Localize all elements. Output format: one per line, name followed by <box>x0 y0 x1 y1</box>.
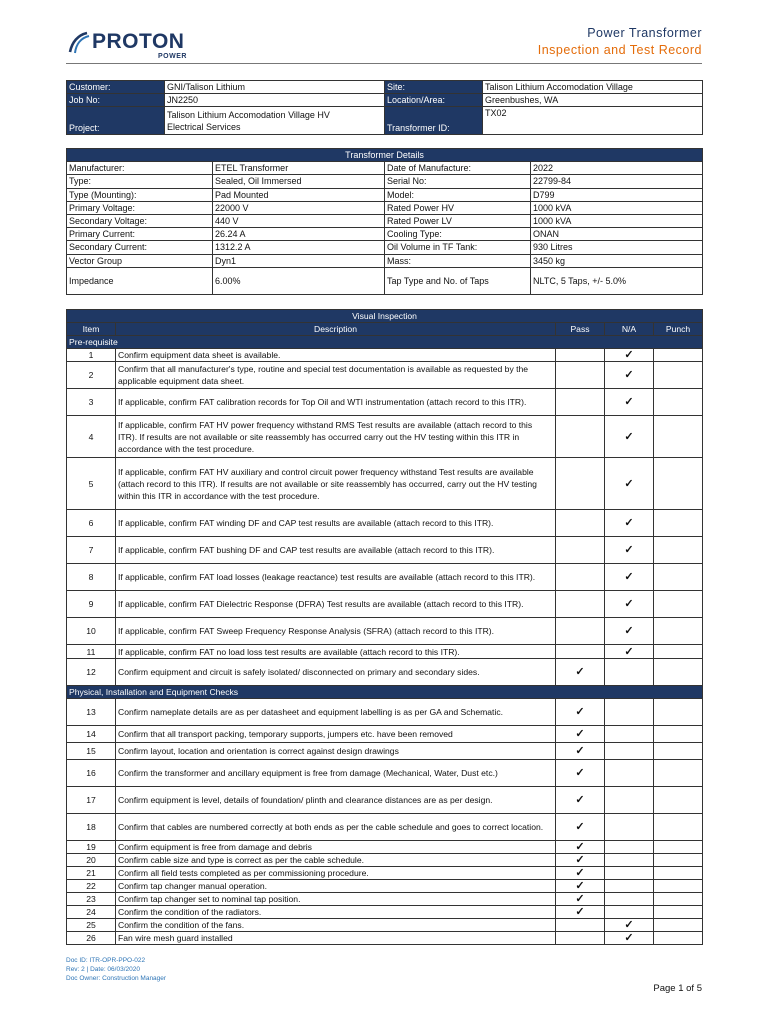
punch-cell[interactable] <box>654 645 703 659</box>
punch-cell[interactable] <box>654 867 703 880</box>
pass-cell[interactable] <box>556 760 605 787</box>
detail-value: 1312.2 A <box>213 241 385 254</box>
checkmark-icon: ✓ <box>624 625 634 637</box>
section-title: Physical, Installation and Equipment Checks <box>67 686 703 699</box>
item-description: Confirm equipment is free from damage and debris <box>116 841 556 854</box>
item-number: 16 <box>67 760 116 787</box>
customer-label: Customer: <box>67 81 165 94</box>
checkmark-icon: ✓ <box>624 919 634 931</box>
inspection-row <box>67 854 703 867</box>
detail-value: Dyn1 <box>213 254 385 267</box>
pass-cell[interactable] <box>556 814 605 841</box>
pass-cell[interactable] <box>556 458 605 510</box>
checkmark-icon: ✓ <box>624 477 634 490</box>
detail-value: ETEL Transformer <box>213 162 385 175</box>
logo-subtext: POWER <box>158 53 187 60</box>
na-cell[interactable] <box>605 458 654 510</box>
detail-value: 930 Litres <box>531 241 703 254</box>
detail-label: Oil Volume in TF Tank: <box>385 241 531 254</box>
detail-value: 22000 V <box>213 201 385 214</box>
pass-cell[interactable] <box>556 787 605 814</box>
item-number: 24 <box>67 906 116 919</box>
item-number: 2 <box>67 362 116 389</box>
transformer-details-heading: Transformer Details <box>67 149 703 162</box>
inspection-row <box>67 932 703 945</box>
item-description: Confirm that all transport packing, temporary supports, jumpers etc. have been removed <box>116 726 556 743</box>
item-description: Confirm that all manufacturer's type, routine and special test documentation is available as requested by the applicable equipment data sheet. <box>116 362 556 389</box>
checkmark-icon: ✓ <box>575 794 585 806</box>
na-cell[interactable] <box>605 743 654 760</box>
detail-label: Type: <box>67 175 213 188</box>
checkmark-icon: ✓ <box>624 544 634 556</box>
item-number: 23 <box>67 893 116 906</box>
punch-cell[interactable] <box>654 591 703 618</box>
pass-cell[interactable] <box>556 416 605 458</box>
detail-label: Model: <box>385 188 531 201</box>
item-number: 1 <box>67 349 116 362</box>
inspection-row <box>67 814 703 841</box>
checkmark-icon: ✓ <box>624 932 634 944</box>
inspection-row <box>67 416 703 458</box>
item-description: If applicable, confirm FAT calibration records for Top Oil and WTI instrumentation (attach record to this ITR). <box>116 389 556 416</box>
inspection-row <box>67 659 703 686</box>
pass-cell[interactable] <box>556 564 605 591</box>
inspection-row <box>67 591 703 618</box>
pass-cell[interactable] <box>556 867 605 880</box>
inspection-row <box>67 841 703 854</box>
na-cell[interactable] <box>605 659 654 686</box>
item-number: 25 <box>67 919 116 932</box>
item-description: Fan wire mesh guard installed <box>116 932 556 945</box>
inspection-row <box>67 389 703 416</box>
item-number: 17 <box>67 787 116 814</box>
item-description: If applicable, confirm FAT load losses (leakage reactance) test results are available (attach record to this ITR). <box>116 564 556 591</box>
punch-cell[interactable] <box>654 787 703 814</box>
section-header-row <box>67 336 703 349</box>
checkmark-icon: ✓ <box>575 666 585 678</box>
item-number: 8 <box>67 564 116 591</box>
detail-row <box>67 254 703 267</box>
pass-cell[interactable] <box>556 699 605 726</box>
pass-cell[interactable] <box>556 919 605 932</box>
visual-inspection-heading: Visual Inspection <box>67 310 703 323</box>
column-header-description: Description <box>116 323 556 336</box>
punch-cell[interactable] <box>654 618 703 645</box>
na-cell[interactable] <box>605 867 654 880</box>
detail-value: Pad Mounted <box>213 188 385 201</box>
na-cell[interactable] <box>605 618 654 645</box>
item-number: 11 <box>67 645 116 659</box>
item-number: 22 <box>67 880 116 893</box>
detail-row <box>67 241 703 254</box>
punch-cell[interactable] <box>654 814 703 841</box>
item-number: 12 <box>67 659 116 686</box>
na-cell[interactable] <box>605 919 654 932</box>
na-cell[interactable] <box>605 645 654 659</box>
inspection-row <box>67 880 703 893</box>
inspection-row <box>67 760 703 787</box>
pass-cell[interactable] <box>556 932 605 945</box>
detail-label: Primary Voltage: <box>67 201 213 214</box>
pass-cell[interactable] <box>556 645 605 659</box>
punch-cell[interactable] <box>654 893 703 906</box>
item-description: If applicable, confirm FAT winding DF and CAP test results are available (attach record to this ITR). <box>116 510 556 537</box>
na-cell[interactable] <box>605 726 654 743</box>
pass-cell[interactable] <box>556 618 605 645</box>
item-description: Confirm equipment and circuit is safely isolated/ disconnected on primary and secondary sides. <box>116 659 556 686</box>
detail-row <box>67 267 703 294</box>
punch-cell[interactable] <box>654 537 703 564</box>
job-value: JN2250 <box>165 94 385 107</box>
section-header-row <box>67 686 703 699</box>
item-description: If applicable, confirm FAT Sweep Frequency Response Analysis (SFRA) (attach record to this ITR). <box>116 618 556 645</box>
item-description: Confirm the transformer and ancillary equipment is free from damage (Mechanical, Water, Dust etc.) <box>116 760 556 787</box>
detail-label: Serial No: <box>385 175 531 188</box>
punch-cell[interactable] <box>654 919 703 932</box>
project-label: Project: <box>67 107 165 135</box>
detail-row <box>67 214 703 227</box>
location-label: Location/Area: <box>385 94 483 107</box>
detail-label: Secondary Voltage: <box>67 214 213 227</box>
detail-row <box>67 201 703 214</box>
pass-cell[interactable] <box>556 880 605 893</box>
pass-cell[interactable] <box>556 726 605 743</box>
na-cell[interactable] <box>605 841 654 854</box>
document-subtitle: Inspection and Test Record <box>537 43 702 57</box>
project-info-table <box>66 80 703 135</box>
punch-cell[interactable] <box>654 726 703 743</box>
job-label: Job No: <box>67 94 165 107</box>
checkmark-icon: ✓ <box>624 349 634 361</box>
punch-cell[interactable] <box>654 564 703 591</box>
item-description: Confirm cable size and type is correct as per the cable schedule. <box>116 854 556 867</box>
item-number: 3 <box>67 389 116 416</box>
proton-swoosh-icon <box>66 30 92 56</box>
column-header-pass: Pass <box>556 323 605 336</box>
na-cell[interactable] <box>605 699 654 726</box>
punch-cell[interactable] <box>654 880 703 893</box>
column-header-na: N/A <box>605 323 654 336</box>
na-cell[interactable] <box>605 787 654 814</box>
project-value-line2: Electrical Services <box>167 121 241 132</box>
visual-inspection-body <box>67 336 703 945</box>
item-number: 10 <box>67 618 116 645</box>
inspection-row <box>67 893 703 906</box>
na-cell[interactable] <box>605 906 654 919</box>
checkmark-icon: ✓ <box>575 867 585 879</box>
detail-row <box>67 188 703 201</box>
pass-cell[interactable] <box>556 362 605 389</box>
inspection-row <box>67 726 703 743</box>
section-title: Pre-requisite <box>67 336 703 349</box>
detail-label: Date of Manufacture: <box>385 162 531 175</box>
inspection-row <box>67 564 703 591</box>
punch-cell[interactable] <box>654 760 703 787</box>
pass-cell[interactable] <box>556 349 605 362</box>
inspection-row <box>67 906 703 919</box>
item-number: 15 <box>67 743 116 760</box>
site-label: Site: <box>385 81 483 94</box>
item-description: If applicable, confirm FAT no load loss test results are available (attach record to this ITR). <box>116 645 556 659</box>
item-description: Confirm equipment is level, details of foundation/ plinth and clearance distances are as per design. <box>116 787 556 814</box>
item-number: 18 <box>67 814 116 841</box>
detail-label: Rated Power HV <box>385 201 531 214</box>
detail-label: Tap Type and No. of Taps <box>385 267 531 294</box>
detail-value: D799 <box>531 188 703 201</box>
checkmark-icon: ✓ <box>575 841 585 853</box>
na-cell[interactable] <box>605 854 654 867</box>
inspection-row <box>67 458 703 510</box>
logo-wordmark: PROTON <box>92 30 185 53</box>
doc-owner: Doc Owner: Construction Manager <box>66 975 167 982</box>
document-title: Power Transformer <box>587 26 702 40</box>
item-number: 13 <box>67 699 116 726</box>
detail-label: Vector Group <box>67 254 213 267</box>
checkmark-icon: ✓ <box>624 571 634 583</box>
checkmark-icon: ✓ <box>624 396 634 408</box>
punch-cell[interactable] <box>654 349 703 362</box>
checkmark-icon: ✓ <box>624 645 634 658</box>
detail-label: Cooling Type: <box>385 228 531 241</box>
location-value: Greenbushes, WA <box>483 94 703 107</box>
pass-cell[interactable] <box>556 854 605 867</box>
item-number: 26 <box>67 932 116 945</box>
pass-cell[interactable] <box>556 906 605 919</box>
detail-value: 1000 kVA <box>531 201 703 214</box>
detail-value: 440 V <box>213 214 385 227</box>
item-description: Confirm the condition of the radiators. <box>116 906 556 919</box>
item-number: 14 <box>67 726 116 743</box>
item-description: If applicable, confirm FAT bushing DF and CAP test results are available (attach record to this ITR). <box>116 537 556 564</box>
item-description: Confirm the condition of the fans. <box>116 919 556 932</box>
item-number: 20 <box>67 854 116 867</box>
document-footer <box>66 956 166 983</box>
checkmark-icon: ✓ <box>575 893 585 905</box>
na-cell[interactable] <box>605 416 654 458</box>
detail-row <box>67 228 703 241</box>
transformer-details-body <box>67 162 703 295</box>
item-number: 4 <box>67 416 116 458</box>
item-description: Confirm layout, location and orientation is correct against design drawings <box>116 743 556 760</box>
detail-value: 2022 <box>531 162 703 175</box>
column-header-punch: Punch <box>654 323 703 336</box>
detail-value: 3450 kg <box>531 254 703 267</box>
item-description: Confirm equipment data sheet is available. <box>116 349 556 362</box>
punch-cell[interactable] <box>654 389 703 416</box>
checkmark-icon: ✓ <box>575 745 585 757</box>
pass-cell[interactable] <box>556 591 605 618</box>
checkmark-icon: ✓ <box>575 854 585 866</box>
detail-value: 22799-84 <box>531 175 703 188</box>
item-number: 7 <box>67 537 116 564</box>
punch-cell[interactable] <box>654 458 703 510</box>
page-number: Page 1 of 5 <box>653 983 702 994</box>
detail-row <box>67 175 703 188</box>
item-description: Confirm tap changer manual operation. <box>116 880 556 893</box>
inspection-row <box>67 349 703 362</box>
punch-cell[interactable] <box>654 362 703 389</box>
customer-value: GNI/Talison Lithium <box>165 81 385 94</box>
detail-label: Type (Mounting): <box>67 188 213 201</box>
inspection-row <box>67 699 703 726</box>
item-description: Confirm all field tests completed as per commissioning procedure. <box>116 867 556 880</box>
na-cell[interactable] <box>605 932 654 945</box>
detail-value: 6.00% <box>213 267 385 294</box>
pass-cell[interactable] <box>556 841 605 854</box>
na-cell[interactable] <box>605 814 654 841</box>
detail-label: Rated Power LV <box>385 214 531 227</box>
na-cell[interactable] <box>605 760 654 787</box>
checkmark-icon: ✓ <box>624 598 634 610</box>
checkmark-icon: ✓ <box>575 728 585 740</box>
item-description: Confirm that cables are numbered correctly at both ends as per the cable schedule and goes to correct location. <box>116 814 556 841</box>
detail-label: Secondary Current: <box>67 241 213 254</box>
punch-cell[interactable] <box>654 906 703 919</box>
pass-cell[interactable] <box>556 743 605 760</box>
item-description: If applicable, confirm FAT HV auxiliary and control circuit power frequency withstand Test results are available (attach record to this ITR). If results are not available or site reassembly has occurred, carry out the HV testing within this ITR in accordance with the test procedure. <box>116 458 556 510</box>
inspection-row <box>67 618 703 645</box>
project-value <box>165 107 385 135</box>
checkmark-icon: ✓ <box>624 517 634 529</box>
visual-inspection-table <box>66 309 703 945</box>
detail-label: Mass: <box>385 254 531 267</box>
inspection-row <box>67 919 703 932</box>
inspection-row <box>67 510 703 537</box>
detail-row <box>67 162 703 175</box>
punch-cell[interactable] <box>654 743 703 760</box>
item-number: 19 <box>67 841 116 854</box>
punch-cell[interactable] <box>654 932 703 945</box>
detail-value: Sealed, Oil Immersed <box>213 175 385 188</box>
doc-id: Doc ID: ITR-OPR-PPO-022 <box>66 957 146 964</box>
item-description: If applicable, confirm FAT HV power frequency withstand RMS Test results are available (attach record to this ITR). If results are not available or site reassembly has occurred carry out the HV testing within this ITR in accordance with the test procedure. <box>116 416 556 458</box>
transformer-details-table <box>66 148 703 295</box>
doc-revision: Rev: 2 | Date: 06/03/2020 <box>66 966 140 973</box>
column-header-item: Item <box>67 323 116 336</box>
checkmark-icon: ✓ <box>575 706 585 718</box>
inspection-row <box>67 362 703 389</box>
pass-cell[interactable] <box>556 510 605 537</box>
na-cell[interactable] <box>605 510 654 537</box>
pass-cell[interactable] <box>556 893 605 906</box>
pass-cell[interactable] <box>556 537 605 564</box>
transformer-id-value: TX02 <box>483 107 703 135</box>
checkmark-icon: ✓ <box>624 369 634 381</box>
inspection-row <box>67 537 703 564</box>
header-divider <box>66 63 702 64</box>
detail-label: Primary Current: <box>67 228 213 241</box>
checkmark-icon: ✓ <box>624 430 634 443</box>
punch-cell[interactable] <box>654 699 703 726</box>
checkmark-icon: ✓ <box>575 880 585 892</box>
detail-value: 26.24 A <box>213 228 385 241</box>
na-cell[interactable] <box>605 591 654 618</box>
detail-label: Impedance <box>67 267 213 294</box>
na-cell[interactable] <box>605 880 654 893</box>
punch-cell[interactable] <box>654 659 703 686</box>
punch-cell[interactable] <box>654 416 703 458</box>
punch-cell[interactable] <box>654 510 703 537</box>
company-logo <box>66 30 196 60</box>
transformer-id-label: Transformer ID: <box>385 107 483 135</box>
item-number: 21 <box>67 867 116 880</box>
item-number: 6 <box>67 510 116 537</box>
inspection-row <box>67 867 703 880</box>
item-description: If applicable, confirm FAT Dielectric Response (DFRA) Test results are available (attach record to this ITR). <box>116 591 556 618</box>
pass-cell[interactable] <box>556 389 605 416</box>
detail-value: NLTC, 5 Taps, +/- 5.0% <box>531 267 703 294</box>
na-cell[interactable] <box>605 537 654 564</box>
punch-cell[interactable] <box>654 854 703 867</box>
na-cell[interactable] <box>605 893 654 906</box>
inspection-row <box>67 743 703 760</box>
inspection-row <box>67 787 703 814</box>
detail-label: Manufacturer: <box>67 162 213 175</box>
checkmark-icon: ✓ <box>575 906 585 918</box>
pass-cell[interactable] <box>556 659 605 686</box>
inspection-row <box>67 645 703 659</box>
checkmark-icon: ✓ <box>575 821 585 833</box>
na-cell[interactable] <box>605 362 654 389</box>
na-cell[interactable] <box>605 389 654 416</box>
checkmark-icon: ✓ <box>575 767 585 779</box>
na-cell[interactable] <box>605 564 654 591</box>
na-cell[interactable] <box>605 349 654 362</box>
item-description: Confirm tap changer set to nominal tap position. <box>116 893 556 906</box>
item-number: 5 <box>67 458 116 510</box>
item-number: 9 <box>67 591 116 618</box>
site-value: Talison Lithium Accomodation Village <box>483 81 703 94</box>
detail-value: 1000 kVA <box>531 214 703 227</box>
punch-cell[interactable] <box>654 841 703 854</box>
item-description: Confirm nameplate details are as per datasheet and equipment labelling is as per GA and Schematic. <box>116 699 556 726</box>
detail-value: ONAN <box>531 228 703 241</box>
project-value-line1: Talison Lithium Accomodation Village HV <box>167 109 330 120</box>
